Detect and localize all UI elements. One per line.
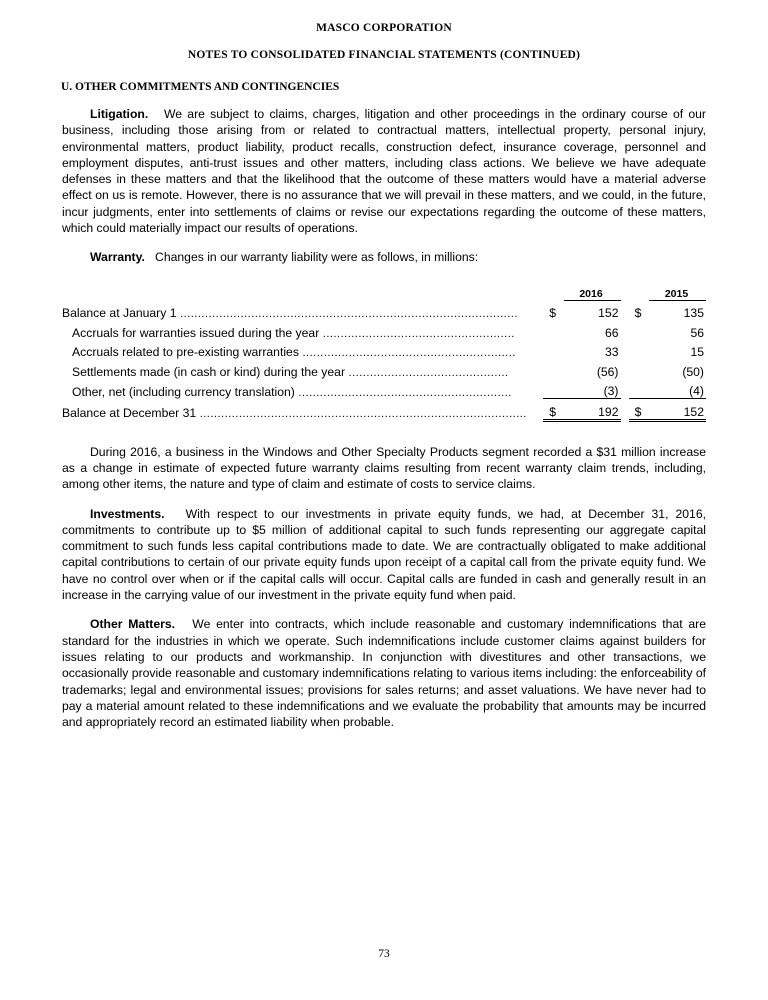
- row-value-2016: 33: [604, 345, 619, 360]
- row-currency-2016: [543, 379, 563, 399]
- table-row: [62, 379, 706, 399]
- row-gap: [621, 399, 629, 421]
- table-row: [62, 300, 706, 320]
- table-header-gap: [621, 288, 629, 301]
- row-currency-2015: $: [629, 399, 649, 421]
- warranty-lead: Warranty.: [90, 250, 145, 265]
- row-label: [62, 379, 543, 399]
- row-value-2015: (4): [689, 384, 704, 399]
- row-currency-2015: [629, 320, 649, 340]
- row-leader-dots: ............................................................: [294, 386, 512, 399]
- row-currency-2016: [543, 320, 563, 340]
- paragraph-warranty: [62, 249, 706, 265]
- litigation-lead: Litigation.: [90, 107, 149, 121]
- table-header-2016: 2016: [564, 288, 621, 301]
- warranty-table: [62, 288, 706, 422]
- row-currency-2015: [629, 359, 649, 379]
- row-label: [62, 340, 543, 360]
- table-row: [62, 320, 706, 340]
- warranty-table-wrapper: [62, 288, 706, 422]
- row-label: [62, 320, 543, 340]
- row-label: [62, 399, 543, 421]
- table-row-total: [62, 399, 706, 421]
- litigation-text: We are subject to claims, charges, litigation and other proceedings in the ordinary course of our business, including those arising from or related to contractual matters, intellectual property, personal injury, environmental matters, product liability, product recalls, construction defect, insurance coverage, personnel and employment disputes, anti-trust issues and other matters, including class actions. We believe we have adequate defenses in these matters and that the likelihood that the outcome of these matters would have a material adverse effect on us is remote. However, there is no assurance that we will prevail in these matters, and we could, in the future, incur judgments, enter into settlements of claims or revise our expectations regarding the outcome of these matters, which could materially impact our results of operations.: [62, 107, 706, 236]
- row-leader-dots: ...............................................................................................: [176, 308, 518, 321]
- table-header-cur-2015: [629, 288, 649, 301]
- row-gap: [621, 340, 629, 360]
- row-label: [62, 359, 543, 379]
- row-value-2015: 135: [683, 306, 704, 321]
- paragraph-post-table: [62, 444, 706, 493]
- row-label-text: Balance at January 1: [62, 306, 177, 321]
- table-header-row: [62, 288, 706, 301]
- row-currency-2016: $: [549, 306, 557, 321]
- row-value-2015: 15: [690, 345, 704, 360]
- row-value-2016: (3): [603, 384, 619, 399]
- other-matters-text: We enter into contracts, which include reasonable and customary indemnifications that are standard for the industries in which we operate. Such indemnifications include customer claims against builders for issues relating to our products and workmanship. In conjunction with divestitures and other transactions, we occasionally provide reasonable and customary indemnifications relating to various items including: the enforceability of trademarks; legal and environmental issues; provisions for sales returns; and asset valuations. We have never had to pay a material amount related to these indemnifications and we evaluate the probability that amounts may be incurred and appropriately record an estimated liability when probable.: [62, 617, 706, 730]
- row-value-2016: (56): [596, 364, 619, 379]
- row-label-text: Accruals related to pre-existing warranties: [72, 345, 299, 360]
- table-row: [62, 340, 706, 360]
- row-label-text: Settlements made (in cash or kind) during the year: [72, 364, 345, 379]
- paragraph-investments: [62, 506, 706, 604]
- row-gap: [621, 320, 629, 340]
- post-table-text: During 2016, a business in the Windows and Other Specialty Products segment recorded a $31 million increase as a change in estimate of expected future warranty claims resulting from recent warranty claim trends, including, among other items, the nature and type of claim and estimate of costs to service claims.: [62, 444, 706, 492]
- row-gap: [621, 379, 629, 399]
- other-matters-lead: Other Matters.: [90, 617, 175, 632]
- row-label-text: Other, net (including currency translation): [72, 384, 295, 399]
- row-currency-2015: [629, 340, 649, 360]
- row-value-2016: 66: [604, 325, 619, 340]
- row-currency-2016: [543, 340, 563, 360]
- row-currency-2016: $: [543, 399, 563, 421]
- row-value-2015: 152: [649, 399, 706, 421]
- table-header-cur-2016: [543, 288, 563, 301]
- investments-lead: Investments.: [90, 506, 165, 521]
- row-label-text: Balance at December 31: [62, 406, 197, 421]
- row-leader-dots: .............................................: [345, 366, 509, 379]
- page-number: 73: [378, 948, 390, 960]
- row-currency-2015: [629, 379, 649, 399]
- document-header-notes-title: NOTES TO CONSOLIDATED FINANCIAL STATEMENTS (CONTINUED): [187, 49, 581, 61]
- row-value-2016: 192: [564, 399, 621, 421]
- row-currency-2015: $: [634, 306, 642, 321]
- row-label: [62, 300, 543, 320]
- warranty-text: Changes in our warranty liability were as follows, in millions:: [155, 250, 479, 265]
- row-value-2016: 152: [598, 306, 619, 321]
- row-leader-dots: ............................................................................................: [196, 408, 527, 421]
- paragraph-other-matters: [62, 616, 706, 730]
- row-currency-2016: [543, 359, 563, 379]
- document-header-company: MASCO CORPORATION: [316, 22, 452, 34]
- row-gap: [621, 300, 629, 320]
- table-header-blank: [62, 288, 543, 301]
- investments-text: With respect to our investments in private equity funds, we had, at December 31, 2016, commitments to contribute up to $5 million of additional capital to such funds representing our aggregate capital commitment to such funds less capital contributions made to date. We are contractually obligated to make additional capital contributions to certain of our private equity funds upon receipt of a capital call from the private equity fund. We have no control over when or if the capital calls will occur. Capital calls are funded in cash and generally result in an increase in the carrying value of our investment in the private equity fund when paid.: [62, 506, 706, 603]
- row-value-2015: 56: [690, 325, 704, 340]
- row-label-text: Accruals for warranties issued during the year: [72, 325, 320, 340]
- row-leader-dots: ............................................................: [298, 347, 516, 360]
- paragraph-litigation: [62, 106, 706, 236]
- section-title: U. OTHER COMMITMENTS AND CONTINGENCIES: [61, 81, 340, 93]
- row-value-2015: (50): [682, 364, 704, 379]
- row-gap: [621, 359, 629, 379]
- row-leader-dots: ......................................................: [319, 327, 515, 340]
- table-header-2015: 2015: [649, 288, 706, 301]
- table-row: [62, 359, 706, 379]
